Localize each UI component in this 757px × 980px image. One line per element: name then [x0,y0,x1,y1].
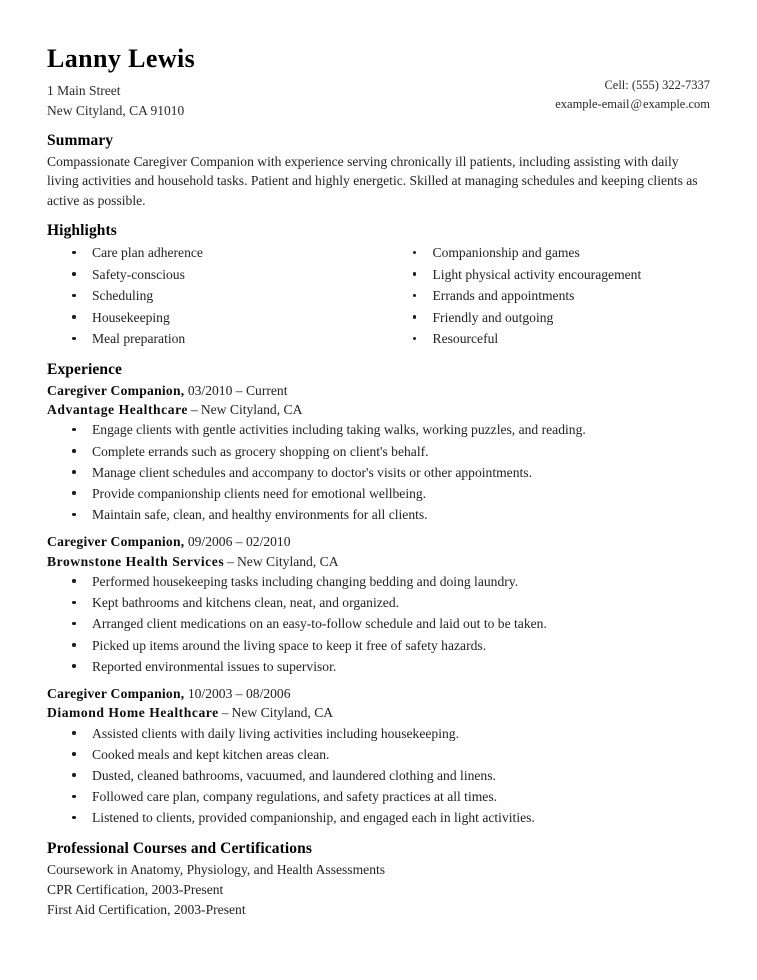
job-dates: 10/2003 – 08/2006 [184,685,291,701]
certification-item: First Aid Certification, 2003-Present [47,902,246,918]
job-title: Caregiver Companion, [47,382,185,398]
highlight-item: Companionship and games [388,242,711,263]
highlights-column-right [379,242,711,349]
job-separator: – [227,553,234,569]
highlights-column-left [47,242,379,349]
summary-heading: Summary [47,131,114,149]
summary-section [47,132,710,212]
job-location: New Cityland, CA [236,553,339,569]
certification-item: CPR Certification, 2003-Present [47,881,224,897]
certifications-heading: Professional Courses and Certifications [47,839,312,857]
highlight-item: Friendly and outgoing [388,307,711,328]
job-title-line [47,532,710,551]
job-company: Diamond Home Healthcare [47,705,219,721]
highlight-item: Light physical activity encouragement [388,264,711,285]
at-symbol-icon: @ [630,97,642,111]
certification-item: Coursework in Anatomy, Physiology, and Health Assessments [47,861,386,877]
job-title-line [47,684,710,703]
highlights-list-right [388,242,711,349]
job-company-line [47,552,710,571]
job-title-line [47,381,710,400]
contact-block [555,76,710,114]
highlight-item: Housekeeping [47,307,379,328]
job-bullet-item: Followed care plan, company regulations, and safety practices at all times. [47,786,710,807]
experience-job-list [47,381,710,829]
phone-line [555,76,710,95]
job-bullet-list [47,723,710,829]
job-company: Advantage Healthcare [47,402,189,418]
job-bullet-item: Complete errands such as grocery shopping on client's behalf. [47,441,710,462]
job-bullet-item: Maintain safe, clean, and healthy environments for all clients. [47,504,710,525]
highlight-item: Errands and appointments [388,285,711,306]
job-bullet-list [47,571,710,677]
experience-job [47,532,710,677]
job-company-line [47,400,710,419]
job-dates: 03/2010 – Current [184,382,288,398]
job-location: New Cityland, CA [231,705,334,721]
job-bullet-item: Listened to clients, provided companionship, and engaged each in light activities. [47,807,710,828]
job-dates: 09/2006 – 02/2010 [184,534,291,550]
phone-label: Cell: [604,78,629,92]
email-line [555,95,710,114]
job-separator: – [191,402,198,418]
job-bullet-item: Manage client schedules and accompany to doctor's visits or other appointments. [47,462,710,483]
job-company: Brownstone Health Services [47,553,225,569]
experience-job [47,381,710,526]
certifications-section [47,840,710,921]
highlights-heading: Highlights [47,222,117,240]
candidate-name: Lanny Lewis [47,44,196,73]
summary-text: Compassionate Caregiver Companion with experience serving chronically ill patients, including assisting with daily living activities and household tasks. Patient and highly energetic. Skilled at managing schedules and keeping clients as active as possible. [47,153,698,209]
email-domain: example.com [643,97,710,111]
job-bullet-item: Arranged client medications on an easy-to-follow schedule and laid out to be taken. [47,613,710,634]
job-company-line [47,703,710,722]
resume-header [47,44,710,121]
highlights-columns [47,242,710,349]
email-user: example-email [555,97,630,111]
certifications-list [47,860,710,921]
job-bullet-item: Provide companionship clients need for emotional wellbeing. [47,483,710,504]
highlight-item: Resourceful [388,328,711,349]
phone-number: (555) 322-7337 [631,78,710,92]
job-title: Caregiver Companion, [47,685,185,701]
job-bullet-item: Dusted, cleaned bathrooms, vacuumed, and laundered clothing and linens. [47,765,710,786]
job-bullet-item: Kept bathrooms and kitchens clean, neat, and organized. [47,592,710,613]
address-city-state-zip: New Cityland, CA 91010 [47,102,185,118]
job-bullet-item: Picked up items around the living space to keep it free of safety hazards. [47,635,710,656]
experience-section [47,361,710,829]
highlight-item: Meal preparation [47,328,379,349]
job-bullet-item: Performed housekeeping tasks including changing bedding and doing laundry. [47,571,710,592]
highlights-section [47,222,710,349]
job-bullet-item: Engage clients with gentle activities including taking walks, working puzzles, and reading. [47,419,710,440]
job-bullet-item: Cooked meals and kept kitchen areas clean. [47,744,710,765]
highlight-item: Care plan adherence [47,242,379,263]
job-bullet-item: Reported environmental issues to supervisor. [47,656,710,677]
highlight-item: Safety-conscious [47,264,379,285]
experience-heading: Experience [47,360,123,378]
experience-job [47,684,710,829]
job-bullet-list [47,419,710,525]
job-separator: – [221,705,229,721]
job-bullet-item: Assisted clients with daily living activities including housekeeping. [47,723,710,744]
highlights-list-left [47,242,379,349]
highlight-item: Scheduling [47,285,379,306]
job-title: Caregiver Companion, [47,534,185,550]
job-location: New Cityland, CA [200,402,303,418]
address-street: 1 Main Street [47,83,121,99]
